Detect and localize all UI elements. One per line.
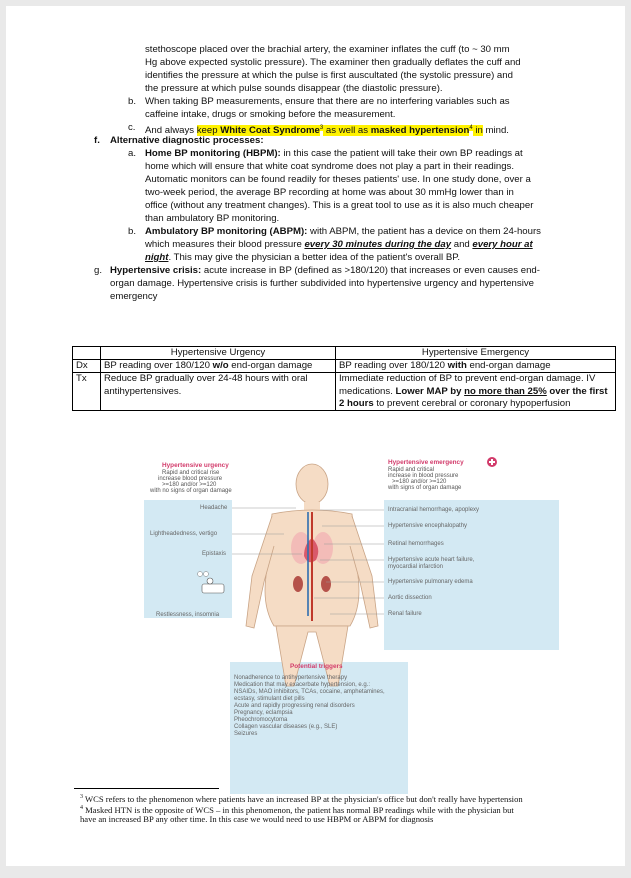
abpm-text-2a: which measures their blood pressure bbox=[145, 239, 305, 250]
highlight-in: in bbox=[472, 125, 483, 137]
tx-emergency-e: to prevent cerebral or coronary hypoperfusion bbox=[373, 397, 571, 409]
emergency-item-mi: myocardial infarction bbox=[388, 564, 444, 570]
hypertensive-crisis-figure bbox=[144, 456, 559, 794]
trigger-2: Medication that may exacerbate hypertension, e.g.: bbox=[234, 682, 371, 688]
abpm-night: night bbox=[145, 252, 169, 263]
highlight-keep: keep bbox=[196, 125, 221, 137]
urgency-desc-3: >=180 and/or >=120 bbox=[162, 482, 217, 488]
dx-emergency-a: BP reading over 180/120 bbox=[339, 360, 448, 372]
abpm-text-2b: and bbox=[451, 239, 473, 250]
urgency-item-restlessness: Restlessness, insomnia bbox=[156, 612, 220, 618]
hbpm-line-5: office (without any treatment changes). This is a great tool to use as it is also much cheaper bbox=[145, 200, 534, 211]
header-urgency: Hypertensive Urgency bbox=[101, 347, 336, 360]
urgency-item-vertigo: Lightheadedness, vertigo bbox=[150, 531, 218, 537]
crisis-line-1 bbox=[110, 265, 540, 278]
trigger-7: Pheochromocytoma bbox=[234, 717, 288, 723]
emergency-desc-4: with signs of organ damage bbox=[388, 485, 462, 491]
trigger-3: NSAIDs, MAO inhibitors, TCAs, cocaine, amphetamines, bbox=[234, 689, 385, 695]
emergency-desc-1: Rapid and critical bbox=[388, 467, 435, 473]
urgency-title: Hypertensive urgency bbox=[162, 462, 229, 469]
urgency-desc-1: Rapid and critical rise bbox=[162, 470, 220, 476]
hbpm-line-4: two-week period, the average BP recording at home was about 30 mmHg lower than in bbox=[145, 187, 514, 198]
abpm-text-3: . This may give the physician a better idea of the patient's overall BP. bbox=[168, 252, 461, 263]
tx-urgency-cell: Reduce BP gradually over 24-48 hours with oral antihypertensives. bbox=[101, 373, 336, 411]
item-b-line-1: When taking BP measurements, ensure that there are no interfering variables such as bbox=[145, 96, 510, 107]
trigger-8: Collagen vascular diseases (e.g., SLE) bbox=[234, 724, 338, 730]
footnote-4-text-1: Masked HTN is the opposite of WCS – in this phenomenon, the patient has normal BP readings while with the physician but bbox=[83, 804, 514, 815]
hbpm-line-6: than ambulatory BP monitoring. bbox=[145, 213, 280, 224]
hbpm-line-2: home which will ensure that white coat syndrome does not play a part in their readings. bbox=[145, 161, 515, 172]
table-header-row bbox=[73, 347, 616, 360]
dx-emergency-with: with bbox=[447, 360, 467, 372]
tx-emergency-25pct: no more than 25% bbox=[464, 385, 547, 397]
abpm-every-30-min: every 30 minutes during the day bbox=[304, 239, 452, 250]
trigger-4: ecstasy, stimulant diet pills bbox=[234, 696, 305, 702]
intro-line-1: stethoscope placed over the brachial artery, the examiner inflates the cuff (to ~ 30 mm bbox=[145, 44, 510, 55]
body-illustration bbox=[246, 464, 378, 686]
list-marker-c: c. bbox=[128, 122, 136, 133]
triggers-title: Potential triggers bbox=[290, 663, 343, 670]
table-row-tx bbox=[73, 373, 616, 411]
footnote-ref-4: 4 bbox=[469, 125, 473, 131]
intro-line-3: identifies the pressure at which the pulse is first auscultated (the systolic pressure) and bbox=[145, 70, 513, 81]
highlight-masked-htn: masked hypertension bbox=[370, 125, 470, 137]
emergency-item-aortic-dissection: Aortic dissection bbox=[388, 595, 432, 601]
emergency-item-intracranial: Intracranial hemorrhage, apoplexy bbox=[388, 507, 480, 513]
emergency-item-heart-failure: Hypertensive acute heart failure, bbox=[388, 557, 475, 563]
footnote-4-mark: 4 bbox=[80, 805, 83, 811]
hbpm-term: Home BP monitoring (HBPM): bbox=[145, 148, 281, 159]
urgency-panel bbox=[144, 500, 232, 618]
emergency-item-pulmonary-edema: Hypertensive pulmonary edema bbox=[388, 579, 473, 585]
footnote-ref-3: 3 bbox=[319, 125, 324, 131]
abpm-text-1: with ABPM, the patient has a device on them 24-hours bbox=[307, 226, 541, 237]
document-page bbox=[6, 6, 625, 866]
emergency-item-retinal: Retinal hemorrhages bbox=[388, 541, 444, 547]
abpm-every-hour: every hour at bbox=[472, 239, 533, 250]
section-marker-g: g. bbox=[94, 265, 103, 276]
hypertensive-crisis-table bbox=[72, 346, 616, 411]
dx-emergency-cell bbox=[336, 360, 616, 373]
trigger-6: Pregnancy, eclampsia bbox=[234, 710, 293, 716]
trigger-9: Seizures bbox=[234, 731, 258, 737]
intro-line-2: Hg above expected systolic pressure). The examiner then gradually deflates the cuff and bbox=[145, 57, 521, 68]
highlight-as-well: as well as bbox=[323, 125, 371, 137]
section-marker-f: f. bbox=[94, 135, 100, 146]
dx-urgency-wo: w/o bbox=[212, 360, 229, 372]
row-label-tx: Tx bbox=[73, 373, 101, 411]
crisis-line-2: organ damage. Hypertensive crisis is further subdivided into hypertensive urgency and hypertensive bbox=[110, 278, 534, 289]
hbpm-line-3: Automatic monitors can be found readily for theses patients' use. In one study done, over a bbox=[145, 174, 531, 185]
header-emergency: Hypertensive Emergency bbox=[336, 347, 616, 360]
trigger-1: Nonadherence to antihypertensive therapy bbox=[234, 675, 348, 681]
urgency-item-headache: Headache bbox=[200, 505, 228, 511]
table-corner-cell bbox=[73, 347, 101, 360]
abpm-term: Ambulatory BP monitoring (ABPM): bbox=[145, 226, 308, 237]
dx-emergency-c: end-organ damage bbox=[466, 360, 551, 372]
tx-emergency-a: Immediate reduction of BP to prevent end-organ damage. IV medications. bbox=[339, 373, 596, 397]
footnote-3-mark: 3 bbox=[80, 794, 83, 800]
hbpm-text-1: in this case the patient will take their own BP readings at bbox=[280, 148, 523, 159]
trigger-5: Acute and rapidly progressing renal disorders bbox=[234, 703, 355, 709]
section-f-heading: Alternative diagnostic processes: bbox=[110, 135, 264, 146]
dx-urgency-a: BP reading over 180/120 bbox=[104, 360, 213, 372]
list-marker-f-b: b. bbox=[128, 226, 137, 237]
emergency-item-renal-failure: Renal failure bbox=[388, 611, 422, 617]
intro-line-4: the pressure at which pulse sounds disappear (the diastolic pressure). bbox=[145, 83, 443, 94]
dx-urgency-c: end-organ damage bbox=[228, 360, 313, 372]
emergency-desc-3: >=180 and/or >=120 bbox=[392, 479, 447, 485]
tx-emergency-lower-map: Lower MAP by bbox=[395, 385, 465, 397]
footnote-4-line-2: have an increased BP any other time. In this case we would need to use HBPM or ABPM for diagnosis bbox=[80, 814, 434, 824]
item-c-post: mind. bbox=[482, 125, 509, 137]
footnote-separator bbox=[74, 788, 219, 789]
abpm-line-1 bbox=[145, 226, 541, 239]
item-c-pre: And always bbox=[145, 125, 197, 137]
tx-emergency-2h: over the first 2 hours bbox=[339, 385, 608, 409]
emergency-desc-2: increase in blood pressure bbox=[388, 473, 459, 479]
urgency-desc-4: with no signs of organ damage bbox=[150, 488, 232, 494]
footnote-3-text: WCS refers to the phenomenon where patients have an increased BP at the physician's office but don't really have hypertension bbox=[83, 793, 523, 804]
emergency-plus-icon bbox=[487, 457, 497, 467]
highlight-wcs: White Coat Syndrome bbox=[220, 125, 320, 137]
list-marker-b: b. bbox=[128, 96, 137, 107]
row-label-dx: Dx bbox=[73, 360, 101, 373]
urgency-item-epistaxis: Epistaxis bbox=[202, 551, 227, 557]
abpm-line-2 bbox=[145, 239, 533, 252]
urgency-desc-2: increase blood pressure bbox=[158, 476, 223, 482]
emergency-item-encephalopathy: Hypertensive encephalopathy bbox=[388, 523, 468, 529]
crisis-text-1: acute increase in BP (defined as >180/120) that increases or even causes end- bbox=[201, 265, 540, 276]
tx-emergency-cell bbox=[336, 373, 616, 411]
list-marker-f-a: a. bbox=[128, 148, 137, 159]
emergency-title: Hypertensive emergency bbox=[388, 459, 464, 466]
item-b-line-2: caffeine intake, drugs or smoking before the measurement. bbox=[145, 109, 396, 120]
hbpm-line-1 bbox=[145, 148, 523, 161]
table-row-dx bbox=[73, 360, 616, 373]
dx-urgency-cell bbox=[101, 360, 336, 373]
crisis-term: Hypertensive crisis: bbox=[110, 265, 202, 276]
crisis-line-3: emergency bbox=[110, 291, 158, 302]
abpm-line-3 bbox=[145, 252, 460, 265]
